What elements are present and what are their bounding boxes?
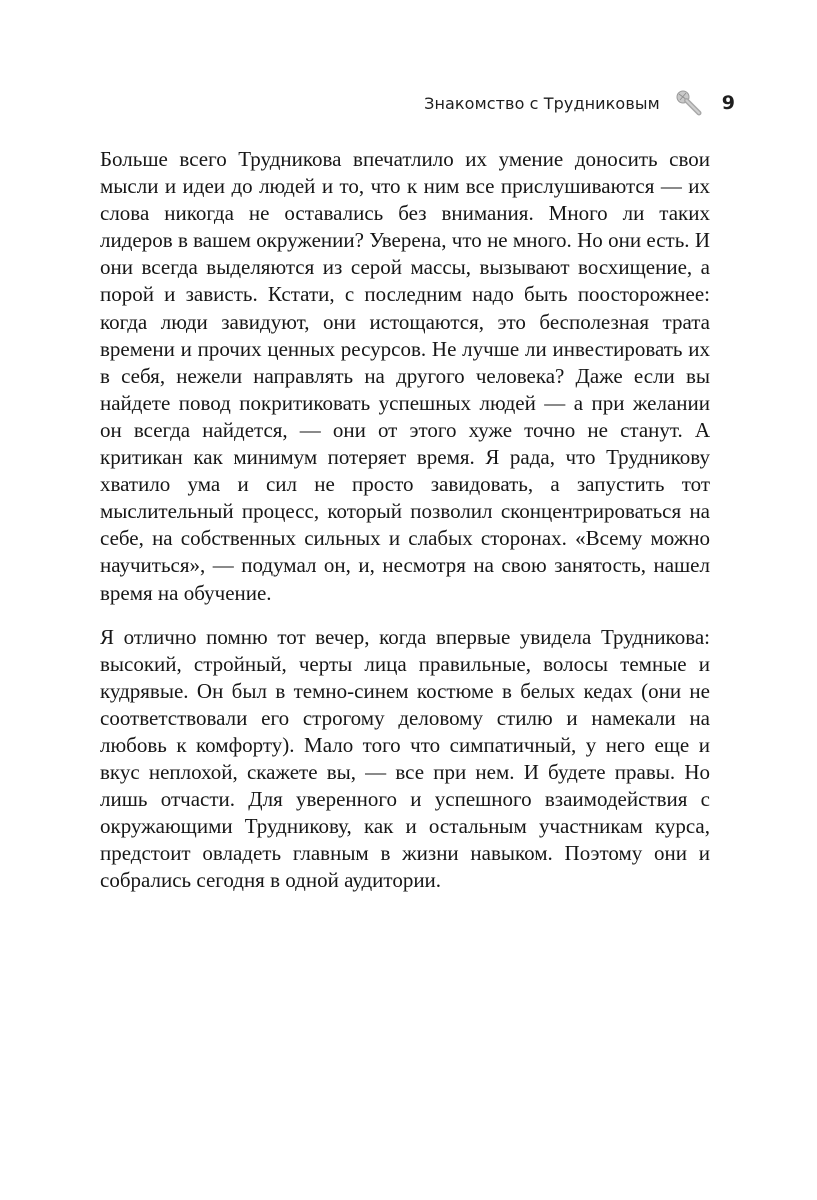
running-title: Знакомство с Трудниковым (424, 93, 660, 113)
running-head (424, 88, 735, 118)
microphone-icon (674, 88, 704, 118)
page-number: 9 (721, 92, 735, 114)
paragraph: Я отлично помню тот вечер, когда впервые увидела Трудникова: высокий, стройный, черты лица правильные, волосы темные и кудрявые. Он был в темно-синем костюме в белых кедах (они не соответствовали его строгому деловому стилю и намекали на любовь к комфорту). Мало того что симпатичный, у него еще и вкус неплохой, скажете вы, — все при нем. И будете правы. Но лишь отчасти. Для уверенного и успешного взаимодействия с окружающими Трудникову, как и остальным участникам курса, предстоит овладеть главным в жизни навыком. Поэтому они и собрались сегодня в одной аудитории. (100, 624, 710, 893)
paragraph: Больше всего Трудникова впечатлило их умение доносить свои мысли и идеи до людей и то, что к ним все прислушиваются — их слова никогда не оставались без внимания. Много ли таких лидеров в вашем окружении? Уверена, что не много. Но они есть. И они всегда выделяются из серой массы, вызывают восхищение, а порой и зависть. Кстати, с последним надо быть поосторожнее: когда люди завидуют, они истощаются, это бесполезная трата времени и прочих ценных ресурсов. Не лучше ли инвестировать их в себя, нежели направлять на другого человека? Даже если вы найдете повод покритиковать успешных людей — а при желании он всегда найдется, — они от этого хуже точно не станут. А критикан как минимум потеряет время. Я рада, что Трудникову хватило ума и сил не просто завидовать, а запустить тот мыслительный процесс, который позволил сконцентрироваться на себе, на собственных сильных и слабых сторонах. «Всему можно научиться», — подумал он, и, несмотря на свою занятость, нашел время на обучение. (100, 147, 710, 605)
body-text (100, 146, 710, 912)
